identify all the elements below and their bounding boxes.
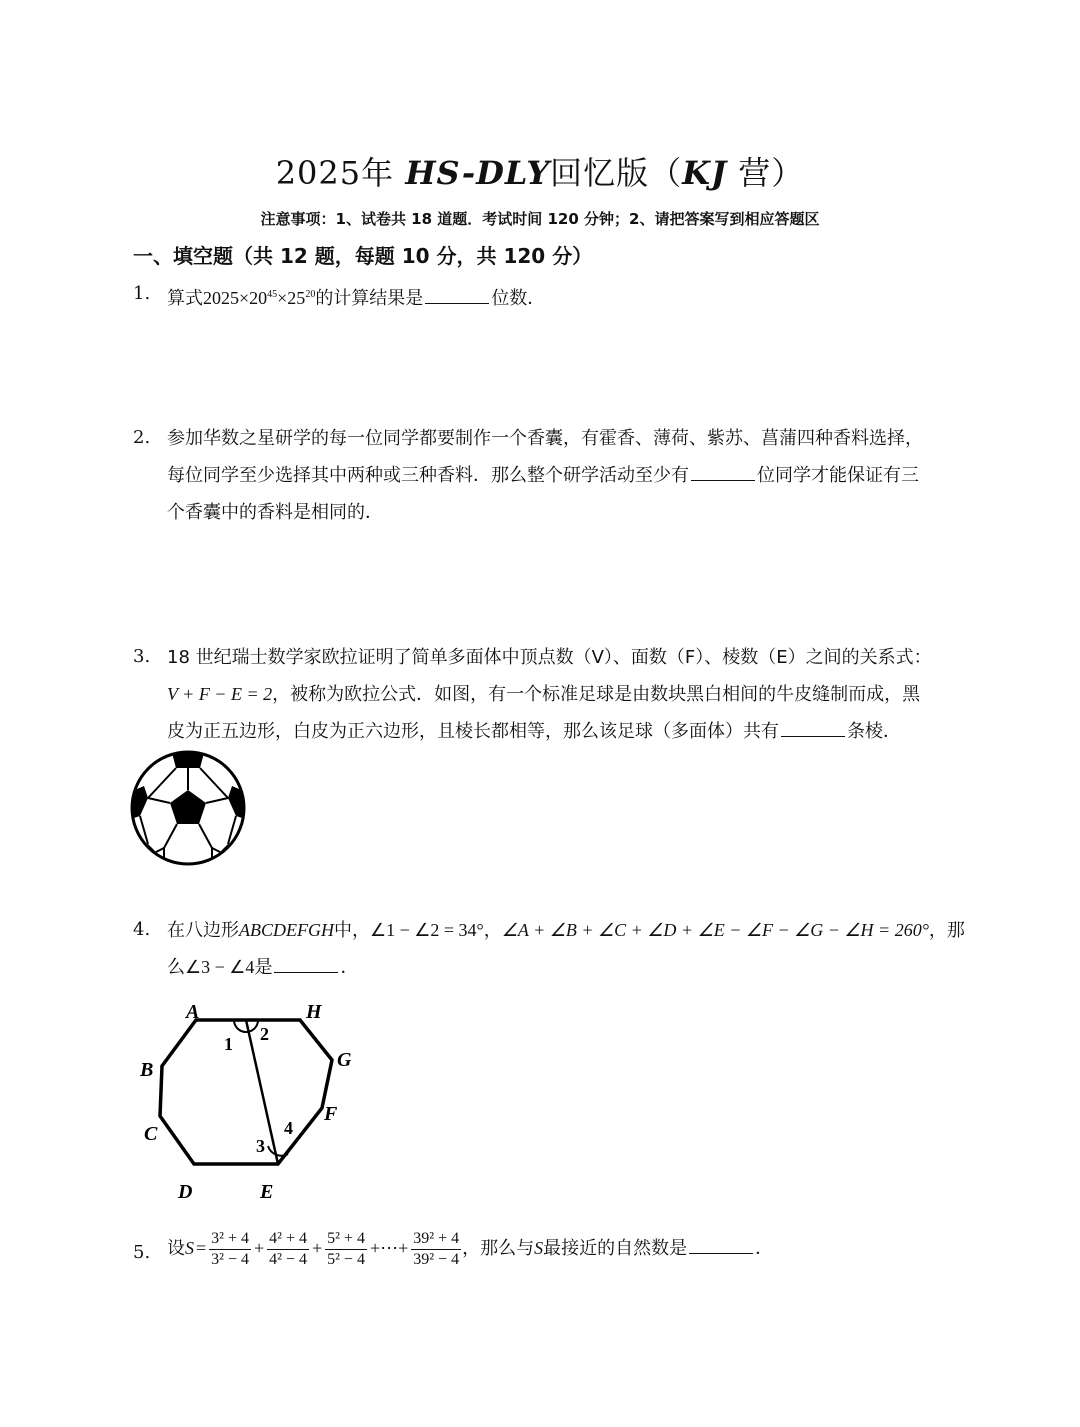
vertex-g: G: [337, 1049, 352, 1071]
angle-label-1: 1: [224, 1034, 233, 1054]
vertex-f: F: [324, 1103, 338, 1125]
q5-frac-last: $\frac{\text{39² + 4}}{\text{39² − 4}}$: [413, 1229, 460, 1268]
q5-frac-3: $\frac{\text{5² + 4}}{\text{5² − 4}}$: [327, 1229, 365, 1268]
title-suffix: 回忆版（: [550, 154, 683, 192]
vertex-b: B: [140, 1059, 154, 1081]
q2-text: 参加华数之星研学的每一位同学都要制作一个香囊，有霍香、薄荷、紫苏、菖蒲四种香料选择， 每位同学至少选择其中两种或三种香料．那么整个研学活动至少有 位同学才能保证有三 个香囊中的香料是相同的．: [167, 428, 923, 523]
q5-frac-2: $\frac{\text{4² + 4}}{\text{4² − 4}}$: [269, 1229, 307, 1268]
octagon-figure: [130, 996, 370, 1206]
vertex-e: E: [260, 1181, 274, 1203]
ball-top-pentagon: [172, 751, 204, 768]
angle-label-3: 3: [256, 1136, 265, 1156]
angle-arc-bottom: [268, 1146, 288, 1156]
vertex-c: C: [144, 1123, 158, 1145]
notice: 注意事项：1、试卷共 18 道题．考试时间 120 分钟；2、请把答案写到相应答题区: [260, 210, 820, 228]
vertex-d: D: [178, 1181, 193, 1203]
angle-label-2: 2: [260, 1024, 269, 1044]
q3-number: 3.: [133, 646, 151, 667]
q4-number: 4.: [133, 919, 151, 940]
vertex-h: H: [306, 1001, 322, 1023]
section-title: 一、填空题（共 12 题，每题 10 分，共 120 分）: [133, 244, 593, 268]
q4-text: 在八边形ABCDEFGH中，∠1 − ∠2 = 34°，∠A + ∠B + ∠C + ∠D + ∠E − ∠F − ∠G − ∠H = 260°，那 么∠3 − ∠4是 ．: [167, 920, 965, 978]
angle-label-4: 4: [284, 1118, 293, 1138]
q4-answer-blank[interactable]: [274, 954, 338, 973]
title-year: 2025: [275, 154, 362, 192]
title-camp-end: 营）: [727, 154, 805, 192]
title-nian: 年: [361, 154, 395, 192]
q1-answer-blank[interactable]: [425, 285, 489, 304]
vertex-a: A: [186, 1001, 200, 1023]
q1-text: 算式$2025\times 20^{45}\times 25^{20}$的计算结果是 位数．: [167, 276, 957, 317]
q3-text: 18 世纪瑞士数学家欧拉证明了简单多面体中顶点数（V）、面数（F）、棱数（E）之间的关系式： V + F − E = 2，被称为欧拉公式．如图，有一个标准足球是由数块黑白相间的牛皮缝制而成，黑 皮为正五边形，白皮为正六边形，且棱长都相等，那么该足球（多面体）共有 条棱．: [167, 647, 932, 742]
title-camp: KJ: [682, 154, 728, 192]
q3-answer-blank[interactable]: [781, 718, 845, 737]
page-title: [0, 148, 1080, 194]
q2-answer-blank[interactable]: [691, 462, 755, 481]
q2-number: 2.: [133, 427, 151, 448]
q5-frac-1: $\frac{\text{3² + 4}}{\text{3² − 4}}$: [211, 1229, 249, 1268]
q1-number: 1.: [133, 283, 151, 304]
q5-number: 5.: [133, 1242, 151, 1263]
octagon-outline: [160, 1020, 332, 1164]
q5-answer-blank[interactable]: [689, 1235, 753, 1254]
soccer-ball-figure: [128, 748, 250, 870]
title-code: HS-DLY: [405, 154, 551, 192]
q5-text: 设S = $\frac{\text{3² + 4}}{\text{3² − 4}}$ + $\frac{\text{4² + 4}}{\text{4² − 4}}$ + $\frac{\text{5² + 4}}{\text{5² − 4}}$ +⋯+ $\frac{\text{39² + 4}}{\text{39² − 4}}$ ，那么与S最接近的自然数是 ．: [167, 1229, 774, 1268]
